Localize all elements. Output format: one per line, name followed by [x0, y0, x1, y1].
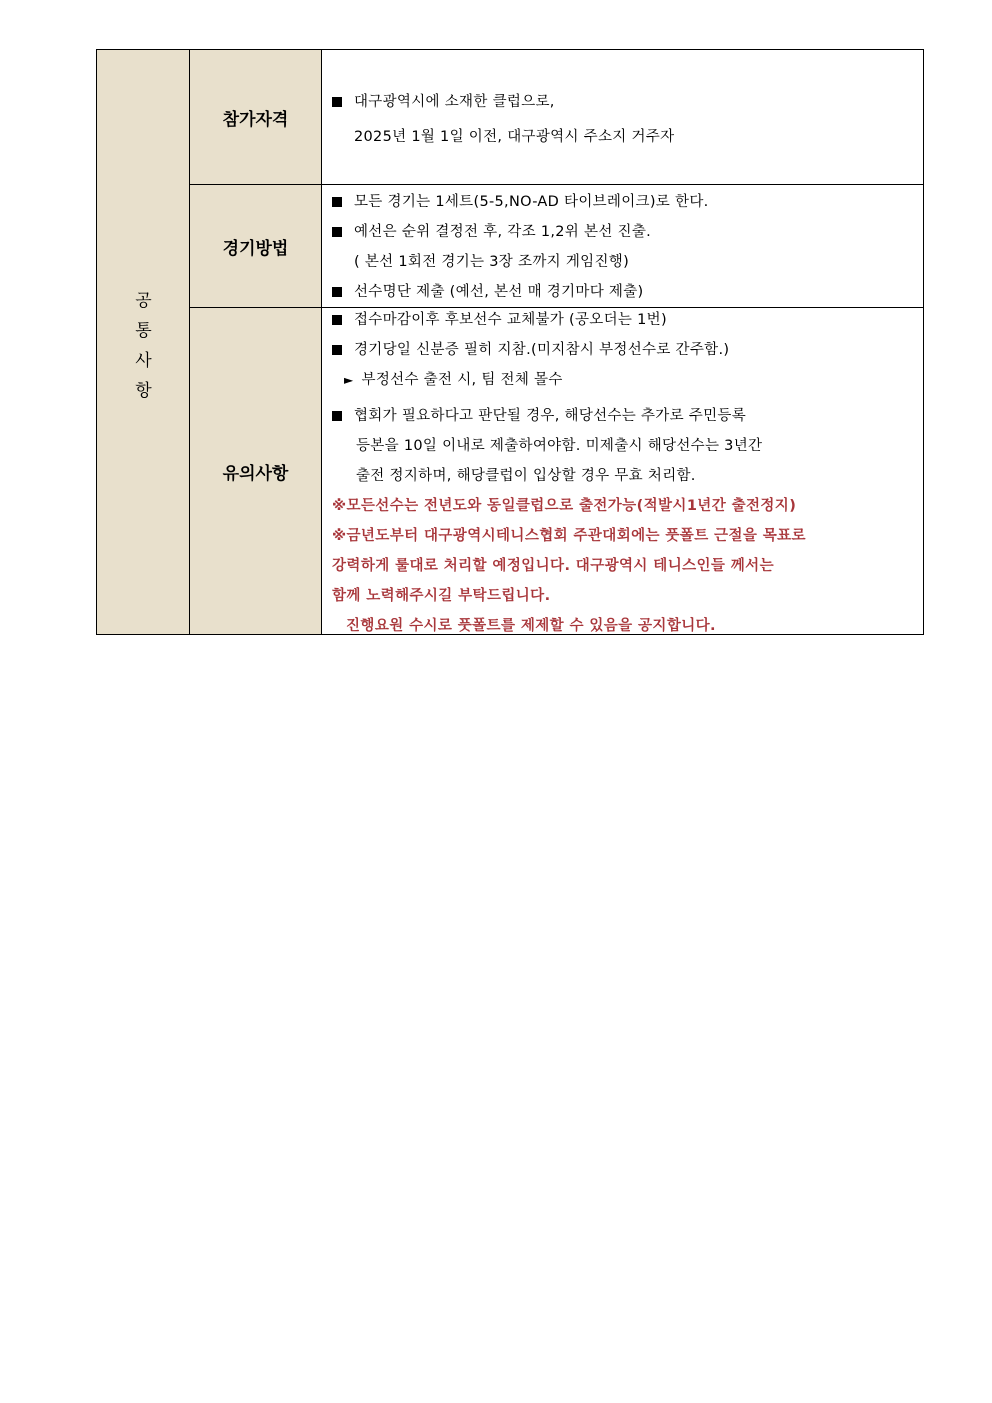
row-label-text: 경기방법 [222, 238, 289, 259]
section-char: 항 [135, 381, 152, 401]
rule-line: 2025년 1월 1일 이전, 대구광역시 주소지 거주자 [354, 129, 675, 145]
section-label [97, 286, 190, 406]
row-content-match-method [322, 185, 923, 307]
square-bullet-icon [332, 411, 342, 421]
rule-line: 출전 정지하며, 해당클럽이 입상할 경우 무효 처리함. [356, 468, 696, 484]
row-label-eligibility [190, 50, 322, 184]
rule-line: 접수마감이후 후보선수 교체불가 (공오더는 1번) [332, 308, 667, 329]
rules-table [96, 49, 924, 635]
rule-line: ( 본선 1회전 경기는 3장 조까지 게임진행) [354, 254, 630, 270]
square-bullet-icon [332, 227, 342, 237]
notice-line: 진행요원 수시로 풋폴트를 제제할 수 있음을 공지합니다. [346, 618, 716, 634]
row-label-text: 참가자격 [222, 109, 289, 130]
rule-line: 선수명단 제출 (예선, 본선 매 경기마다 제출) [332, 280, 644, 301]
rule-line: 예선은 순위 결정전 후, 각조 1,2위 본선 진출. [332, 220, 651, 241]
section-char: 통 [135, 321, 152, 341]
rule-line: 협회가 필요하다고 판단될 경우, 해당선수는 추가로 주민등록 [332, 404, 746, 425]
notice-line: 함께 노력해주시길 부탁드립니다. [332, 588, 551, 604]
triangle-arrow-icon: ► [344, 373, 354, 387]
row-content-notes [322, 308, 923, 634]
rule-line: 대구광역시에 소재한 클럽으로, [332, 90, 555, 111]
section-header-cell [97, 50, 190, 634]
square-bullet-icon [332, 97, 342, 107]
rule-line: 모든 경기는 1세트(5-5,NO-AD 타이브레이크)로 한다. [332, 190, 709, 211]
square-bullet-icon [332, 197, 342, 207]
rule-line: 경기당일 신분증 필히 지참.(미지참시 부정선수로 간주함.) [332, 338, 729, 359]
row-label-match-method [190, 185, 322, 307]
notice-line: ※금년도부터 대구광역시테니스협회 주관대회에는 풋폴트 근절을 목표로 [332, 528, 806, 544]
square-bullet-icon [332, 345, 342, 355]
row-content-eligibility [322, 50, 923, 184]
section-char: 사 [135, 351, 152, 371]
square-bullet-icon [332, 287, 342, 297]
rule-line: ► 부정선수 출전 시, 팀 전체 몰수 [344, 372, 563, 388]
square-bullet-icon [332, 315, 342, 325]
row-label-notes [190, 308, 322, 634]
notice-line: ※모든선수는 전년도와 동일클럽으로 출전가능(적발시1년간 출전정지) [332, 498, 797, 514]
section-char: 공 [135, 291, 152, 311]
rule-line: 등본을 10일 이내로 제출하여야함. 미제출시 해당선수는 3년간 [356, 438, 763, 454]
row-label-text: 유의사항 [222, 463, 289, 484]
notice-line: 강력하게 룰대로 처리할 예정입니다. 대구광역시 테니스인들 께서는 [332, 558, 774, 574]
